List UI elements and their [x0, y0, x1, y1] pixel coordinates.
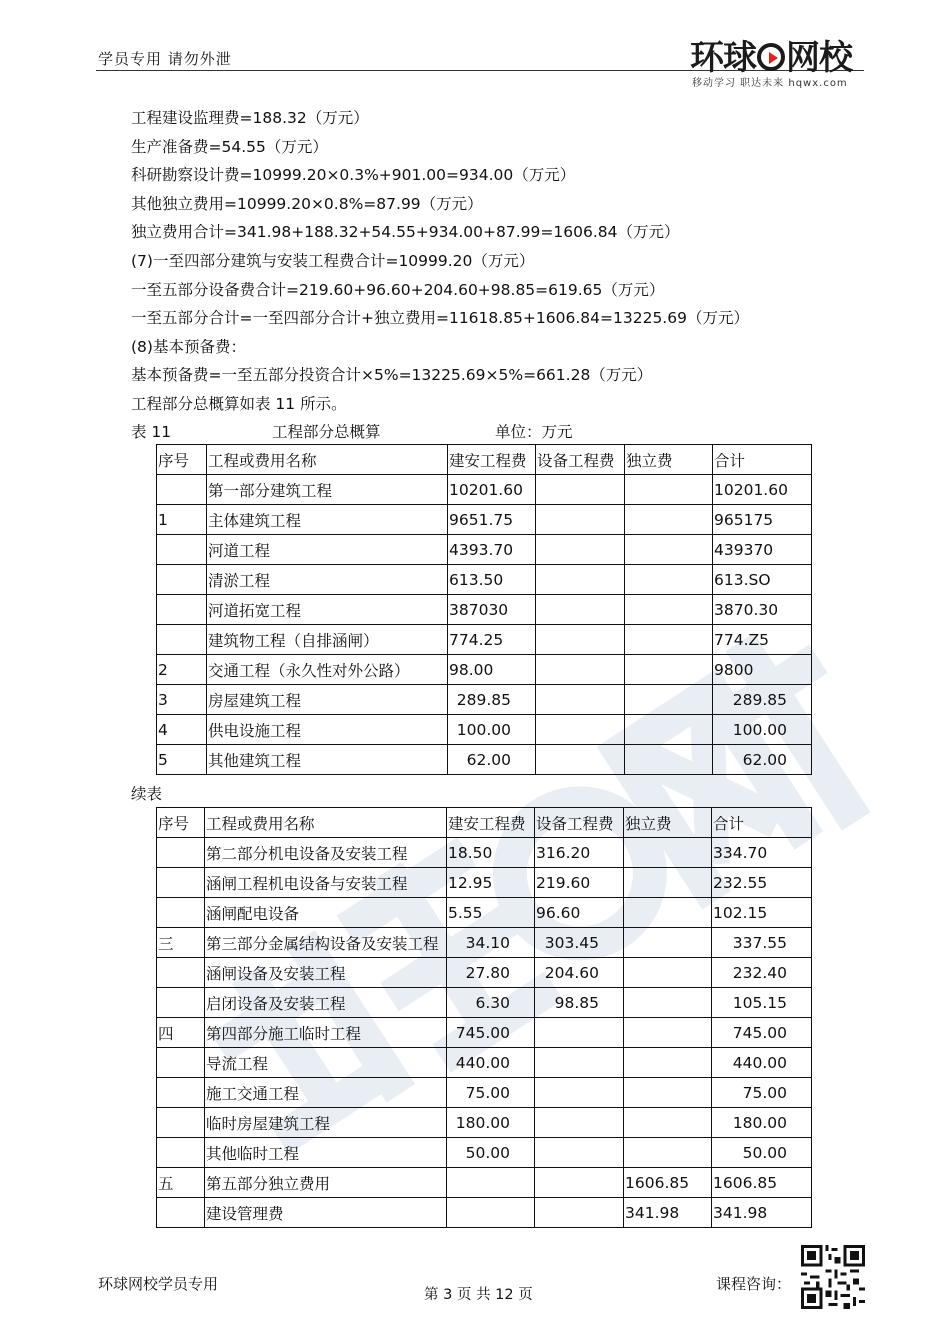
logo-subtitle: 移动学习 职达未来 hqwx.com [692, 78, 848, 89]
table-cell: 387030 [448, 595, 536, 625]
table-cell: 1606.85 [712, 1168, 812, 1198]
body-line: 科研勘察设计费=10999.20×0.3%+901.00=934.00（万元） [131, 166, 576, 185]
table-cell [625, 475, 713, 505]
table-cell [625, 685, 713, 715]
table-cell: 6.30 [447, 988, 535, 1018]
table-cell: 96.60 [535, 898, 624, 928]
table-header-cell: 设备工程费 [535, 808, 624, 838]
table-cell: 337.55 [712, 928, 812, 958]
table-cell: 12.95 [447, 868, 535, 898]
body-line: 一至五部分合计=一至四部分合计+独立费用=11618.85+1606.84=13225.69（万元） [131, 309, 749, 328]
table-cell: 27.80 [447, 958, 535, 988]
table-cell: 180.00 [712, 1108, 812, 1138]
table-cell [625, 505, 713, 535]
table-row [157, 535, 812, 565]
table-cell: 5.55 [447, 898, 535, 928]
table-cell [624, 1048, 712, 1078]
table-cell [625, 565, 713, 595]
table-cell: 5 [157, 745, 207, 775]
table-title: 工程部分总概算 [272, 423, 381, 441]
page-number: 第 3 页 共 12 页 [424, 1287, 533, 1303]
table-cell: 3870.30 [713, 595, 812, 625]
watermark-text: 环球网校 [150, 520, 154, 521]
table-cell [625, 745, 713, 775]
table-cell: 四 [157, 1018, 205, 1048]
table-cell: 启闭设备及安装工程 [205, 988, 447, 1018]
consult-label: 课程咨询： [716, 1275, 792, 1293]
table-cell [625, 655, 713, 685]
table-cell [535, 1018, 624, 1048]
table-cell [535, 1108, 624, 1138]
table-cell [157, 1108, 205, 1138]
table-row [157, 958, 812, 988]
table-cell [535, 1078, 624, 1108]
table-cell: 施工交通工程 [205, 1078, 447, 1108]
table-cell [624, 868, 712, 898]
body-line: (8)基本预备费： [131, 337, 246, 356]
table-cell: 清淤工程 [207, 565, 448, 595]
table-cell [624, 838, 712, 868]
table-cell: 50.00 [712, 1138, 812, 1168]
body-line: 工程部分总概算如表 11 所示。 [131, 394, 347, 413]
table-cell [447, 1168, 535, 1198]
table-cell [536, 745, 625, 775]
table-header-cell: 序号 [157, 445, 207, 475]
table-row [157, 1078, 812, 1108]
table-cell [157, 595, 207, 625]
table-cell [624, 1138, 712, 1168]
body-line: 其他独立费用=10999.20×0.8%=87.99（万元） [131, 194, 483, 213]
table-cell: 341.98 [712, 1198, 812, 1228]
table-cell: 98.00 [448, 655, 536, 685]
table-cell: 第三部分金属结构设备及安装工程 [205, 928, 447, 958]
table-cell: 临时房屋建筑工程 [205, 1108, 447, 1138]
table-cell: 98.85 [535, 988, 624, 1018]
table-cell: 4393.70 [448, 535, 536, 565]
table-cell: 219.60 [535, 868, 624, 898]
table-cell: 其他建筑工程 [207, 745, 448, 775]
table-cell: 供电设施工程 [207, 715, 448, 745]
table-cell: 河道拓宽工程 [207, 595, 448, 625]
table-cell [157, 475, 207, 505]
table-cell: 613.50 [448, 565, 536, 595]
table-row [157, 1168, 812, 1198]
table-cell [625, 625, 713, 655]
footer-left-text: 环球网校学员专用 [98, 1275, 219, 1293]
table-cell: 745.00 [447, 1018, 535, 1048]
table-cell: 河道工程 [207, 535, 448, 565]
table-cell: 主体建筑工程 [207, 505, 448, 535]
table-header-cell: 工程或费用名称 [207, 445, 448, 475]
table-header-row [157, 445, 812, 475]
table-cell: 1606.85 [624, 1168, 712, 1198]
table-row [157, 475, 812, 505]
table-cell: 105.15 [712, 988, 812, 1018]
table-cell: 第二部分机电设备及安装工程 [205, 838, 447, 868]
table-cell: 62.00 [713, 745, 812, 775]
table-header-cell: 建安工程费 [447, 808, 535, 838]
table-cell: 其他临时工程 [205, 1138, 447, 1168]
table-row [157, 1198, 812, 1228]
table-cell [535, 1168, 624, 1198]
table-row [157, 655, 812, 685]
body-line: 工程建设监理费=188.32（万元） [131, 109, 369, 127]
table-cell: 75.00 [447, 1078, 535, 1108]
body-line: (7)一至四部分建筑与安装工程费合计=10999.20（万元） [131, 251, 535, 270]
table-cell [624, 898, 712, 928]
table-cell: 232.55 [712, 868, 812, 898]
table-cell: 4 [157, 715, 207, 745]
table-cell: 289.85 [713, 685, 812, 715]
table-unit: 单位：万元 [495, 423, 573, 441]
table-cell [157, 1138, 205, 1168]
table-cell: 涵闸配电设备 [205, 898, 447, 928]
table-cell: 75.00 [712, 1078, 812, 1108]
table-cell: 涵闸设备及安装工程 [205, 958, 447, 988]
table-cell: 204.60 [535, 958, 624, 988]
table-cell [535, 1138, 624, 1168]
table-cell [157, 1198, 205, 1228]
table-row [157, 595, 812, 625]
table-row [157, 625, 812, 655]
table-cell: 62.00 [448, 745, 536, 775]
body-line: 生产准备费=54.55（万元） [131, 137, 328, 156]
table-cell [536, 595, 625, 625]
table-cell: 100.00 [713, 715, 812, 745]
table-cell: 440.00 [712, 1048, 812, 1078]
table-cell [535, 1198, 624, 1228]
table-cell: 10201.60 [448, 475, 536, 505]
table-cell [536, 715, 625, 745]
table-cell: 232.40 [712, 958, 812, 988]
table-cell: 交通工程（永久性对外公路） [207, 655, 448, 685]
table-cell [624, 958, 712, 988]
body-line: 独立费用合计=341.98+188.32+54.55+934.00+87.99=1606.84（万元） [131, 223, 680, 242]
table-cell: 745.00 [712, 1018, 812, 1048]
table-header-cell: 工程或费用名称 [205, 808, 447, 838]
table-cell [536, 535, 625, 565]
table-cell [447, 1198, 535, 1228]
table-row [157, 715, 812, 745]
summary-table-part1 [156, 444, 812, 775]
table-cell [536, 505, 625, 535]
table-cell: 建设管理费 [205, 1198, 447, 1228]
table-cell: 965175 [713, 505, 812, 535]
table-cell [536, 625, 625, 655]
table-row [157, 1018, 812, 1048]
table-number: 表 11 [131, 423, 172, 441]
table-cell: 316.20 [535, 838, 624, 868]
table-cell [625, 595, 713, 625]
table-cell: 303.45 [535, 928, 624, 958]
table-cell: 180.00 [447, 1108, 535, 1138]
table-row [157, 1138, 812, 1168]
table-cell: 9651.75 [448, 505, 536, 535]
table-cell: 第一部分建筑工程 [207, 475, 448, 505]
table-cell: 五 [157, 1168, 205, 1198]
table-cell: 50.00 [447, 1138, 535, 1168]
table-header-cell: 合计 [712, 808, 812, 838]
table-cell: 102.15 [712, 898, 812, 928]
table-cell: 100.00 [448, 715, 536, 745]
table-cell [536, 655, 625, 685]
table-cell: 774.25 [448, 625, 536, 655]
table-cell: 3 [157, 685, 207, 715]
table-row [157, 685, 812, 715]
table-row [157, 838, 812, 868]
table-cell [157, 988, 205, 1018]
summary-table-part2 [156, 807, 812, 1228]
table-cell [157, 565, 207, 595]
table-cell [536, 685, 625, 715]
continued-label: 续表 [131, 785, 163, 803]
body-line: 一至五部分设备费合计=219.60+96.60+204.60+98.85=619.65（万元） [131, 280, 665, 299]
play-circle-icon [757, 43, 785, 71]
table-header-cell: 序号 [157, 808, 205, 838]
table-cell: 1 [157, 505, 207, 535]
table-cell: 2 [157, 655, 207, 685]
table-header-cell: 合计 [713, 445, 812, 475]
brand-logo [690, 30, 865, 92]
table-cell: 第四部分施工临时工程 [205, 1018, 447, 1048]
table-cell: 建筑物工程（自排涵闸） [207, 625, 448, 655]
table-cell [535, 1048, 624, 1078]
table-cell [625, 535, 713, 565]
table-cell [157, 958, 205, 988]
table-header-cell: 独立费 [625, 445, 713, 475]
table-cell [536, 565, 625, 595]
table-row [157, 928, 812, 958]
table-cell [624, 1018, 712, 1048]
table-header-cell: 独立费 [624, 808, 712, 838]
table-cell [157, 535, 207, 565]
table-cell [625, 715, 713, 745]
table-cell [157, 838, 205, 868]
table-cell [624, 928, 712, 958]
table-cell [536, 475, 625, 505]
table-cell: 774.Z5 [713, 625, 812, 655]
table-header-row [157, 808, 812, 838]
table-row [157, 868, 812, 898]
table-header-cell: 建安工程费 [448, 445, 536, 475]
body-line: 基本预备费=一至五部分投资合计×5%=13225.69×5%=661.28（万元） [131, 366, 653, 385]
table-cell: 439370 [713, 535, 812, 565]
table-cell [624, 988, 712, 1018]
table-cell [624, 1078, 712, 1108]
table-cell [157, 868, 205, 898]
logo-text-b: 网校 [786, 38, 852, 78]
table-cell: 341.98 [624, 1198, 712, 1228]
table-cell: 三 [157, 928, 205, 958]
table-cell [157, 1048, 205, 1078]
table-row [157, 505, 812, 535]
header-notice: 学员专用 请勿外泄 [98, 50, 232, 68]
body-text [131, 104, 831, 419]
table-cell: 289.85 [448, 685, 536, 715]
table-row [157, 1048, 812, 1078]
table-cell [157, 625, 207, 655]
table-cell [157, 1078, 205, 1108]
table-cell [624, 1108, 712, 1138]
table-row [157, 988, 812, 1018]
table-cell: 9800 [713, 655, 812, 685]
table-cell: 导流工程 [205, 1048, 447, 1078]
table-cell: 34.10 [447, 928, 535, 958]
table-cell: 10201.60 [713, 475, 812, 505]
table-cell [157, 898, 205, 928]
table-cell: 334.70 [712, 838, 812, 868]
table-cell: 440.00 [447, 1048, 535, 1078]
logo-text-a: 环球 [690, 38, 756, 78]
table-row [157, 1108, 812, 1138]
table-cell: 18.50 [447, 838, 535, 868]
table-row [157, 565, 812, 595]
table-cell: 第五部分独立费用 [205, 1168, 447, 1198]
table-cell: 613.SO [713, 565, 812, 595]
table-row [157, 898, 812, 928]
table-cell: 涵闸工程机电设备与安装工程 [205, 868, 447, 898]
qr-code-icon[interactable] [797, 1245, 869, 1309]
table-row [157, 745, 812, 775]
table-header-cell: 设备工程费 [536, 445, 625, 475]
table-cell: 房屋建筑工程 [207, 685, 448, 715]
